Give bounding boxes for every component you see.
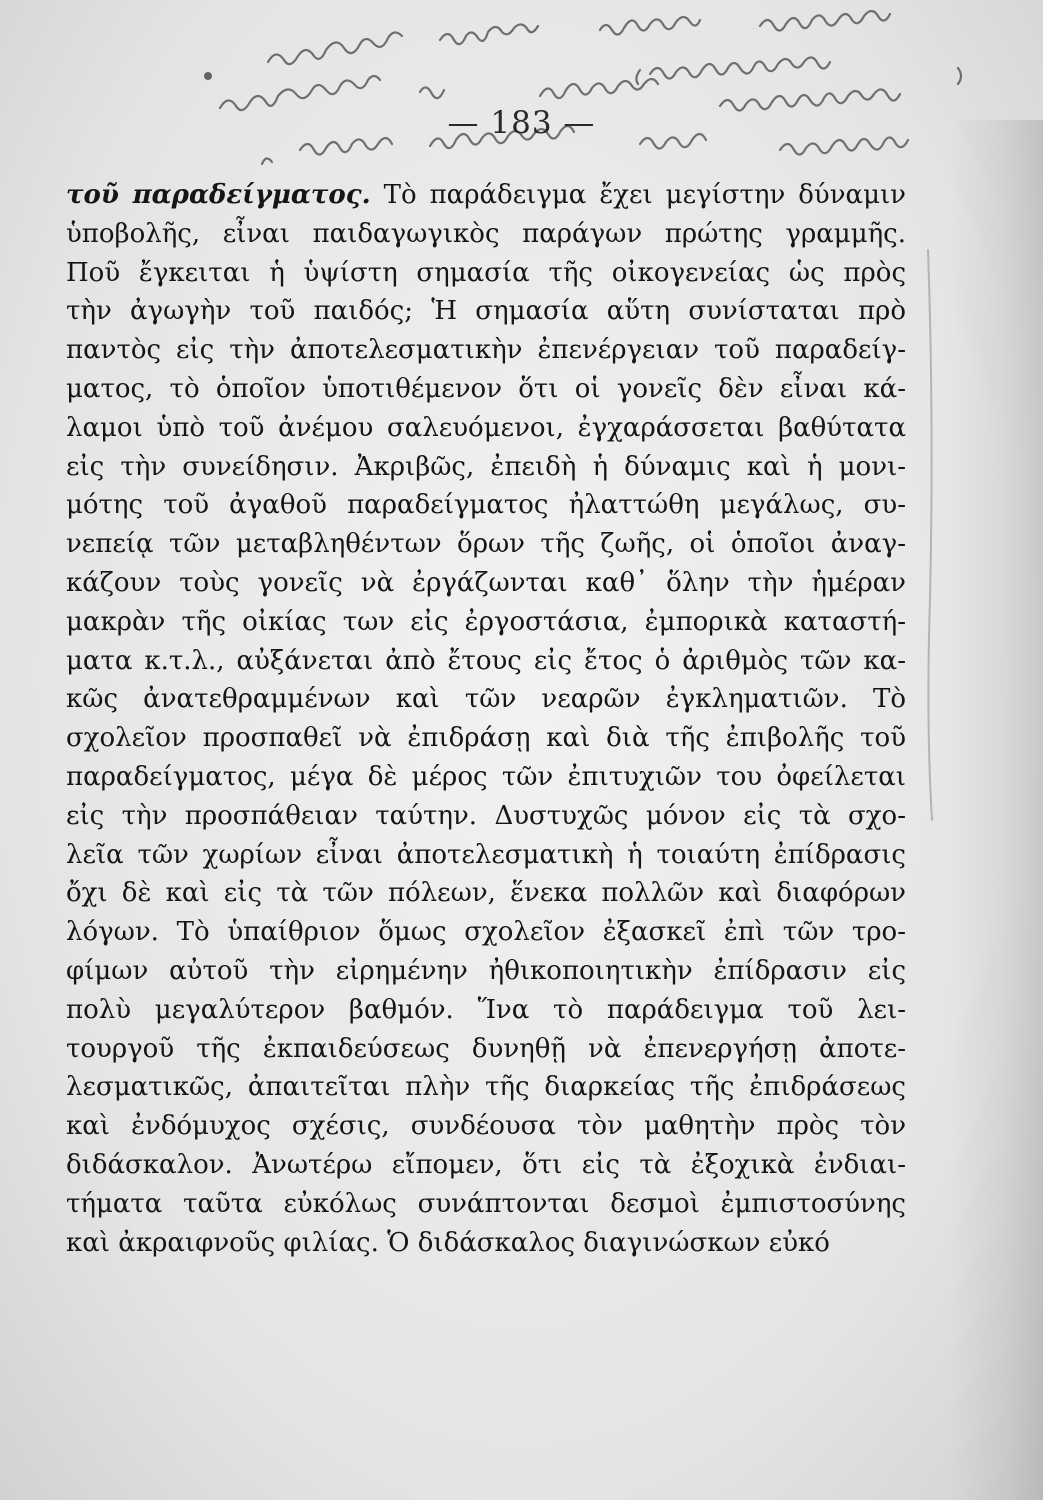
text-line: λεῖα τῶν χωρίων εἶναι ἀποτελεσματικὴ ἡ τοιαύτη ἐπίδρασις [66,839,906,870]
text-line: κῶς ἀνατεθραμμένων καὶ τῶν νεαρῶν ἐγκληματιῶν. Τὸ [66,684,906,715]
text-line: μακρὰν τῆς οἰκίας των εἰς ἐργοστάσια, ἐμπορικὰ καταστή- [66,606,906,637]
text-line: παντὸς εἰς τὴν ἀποτελεσματικὴν ἐπενέργειαν τοῦ παραδείγ- [66,335,906,366]
text-line: λεσματικῶς, ἀπαιτεῖται πλὴν τῆς διαρκείας τῆς ἐπιδράσεως [66,1072,906,1103]
text-line: φίμων αὐτοῦ τὴν εἰρημένην ἠθικοποιητικὴν ἐπίδρασιν εἰς [66,955,906,986]
text-line: εἰς τὴν συνείδησιν. Ἀκριβῶς, ἐπειδὴ ἡ δύναμις καὶ ἡ μονι- [66,451,906,482]
text-line: κάζουν τοὺς γονεῖς νὰ ἐργάζωνται καθ᾽ ὅλην τὴν ἡμέραν [66,567,906,598]
text-line: πολὺ μεγαλύτερον βαθμόν. Ἵνα τὸ παράδειγμα τοῦ λει- [66,994,906,1025]
text-line: εἰς τὴν προσπάθειαν ταύτην. Δυστυχῶς μόνον εἰς τὰ σχο- [66,800,906,831]
text-line: ματα κ.τ.λ., αὐξάνεται ἀπὸ ἔτους εἰς ἔτος ὁ ἀριθμὸς τῶν κα- [66,645,906,676]
first-word: τοῦ παραδείγματος. [66,180,371,210]
text-line: λαμοι ὑπὸ τοῦ ἀνέμου σαλευόμενοι, ἐγχαράσσεται βαθύτατα [66,412,906,443]
text-line: μότης τοῦ ἀγαθοῦ παραδείγματος ἠλαττώθη μεγάλως, συ- [66,490,906,521]
text-line: Ποῦ ἔγκειται ἡ ὑψίστη σημασία τῆς οἰκογενείας ὡς πρὸς [66,257,906,288]
text-line: καὶ ἀκραιφνοῦς φιλίας. Ὁ διδάσκαλος διαγινώσκων εὐκό [66,1227,830,1258]
text-line: τήματα ταῦτα εὐκόλως συνάπτονται δεσμοὶ ἐμπιστοσύνης [66,1188,906,1219]
text-line: παραδείγματος, μέγα δὲ μέρος τῶν ἐπιτυχιῶν του ὀφείλεται [66,761,906,792]
text-line: τὴν ἀγωγὴν τοῦ παιδός; Ἡ σημασία αὕτη συνίσταται πρὸ [66,296,906,327]
text-line: διδάσκαλον. Ἀνωτέρω εἴπομεν, ὅτι εἰς τὰ ἐξοχικὰ ἐνδιαι- [66,1149,906,1180]
text-line: καὶ ἐνδόμυχος σχέσις, συνδέουσα τὸν μαθητὴν πρὸς τὸν [66,1111,906,1142]
page-number: — 183 — [447,105,596,141]
text-line: νεπείᾳ τῶν μεταβληθέντων ὅρων τῆς ζωῆς, οἱ ὁποῖοι ἀναγ- [66,529,906,560]
text-line: τοῦ παραδείγματος. Τὸ παράδειγμα ἔχει μεγίστην δύναμιν [66,180,906,210]
text-line: ὑποβολῆς, εἶναι παιδαγωγικὸς παράγων πρώτης γραμμῆς. [66,218,906,249]
text-line: λόγων. Τὸ ὑπαίθριον ὅμως σχολεῖον ἐξασκεῖ ἐπὶ τῶν τρο- [66,917,906,948]
page-body-text [66,176,906,1262]
text-line: σχολεῖον προσπαθεῖ νὰ ἐπιδράσῃ καὶ διὰ τῆς ἐπιβολῆς τοῦ [66,723,906,754]
text-line: ὄχι δὲ καὶ εἰς τὰ τῶν πόλεων, ἕνεκα πολλῶν καὶ διαφόρων [66,878,906,909]
text-line: τουργοῦ τῆς ἐκπαιδεύσεως δυνηθῇ νὰ ἐπενεργήσῃ ἀποτε- [66,1033,906,1064]
text-line: ματος, τὸ ὁποῖον ὑποτιθέμενον ὅτι οἱ γονεῖς δὲν εἶναι κά- [66,373,906,404]
